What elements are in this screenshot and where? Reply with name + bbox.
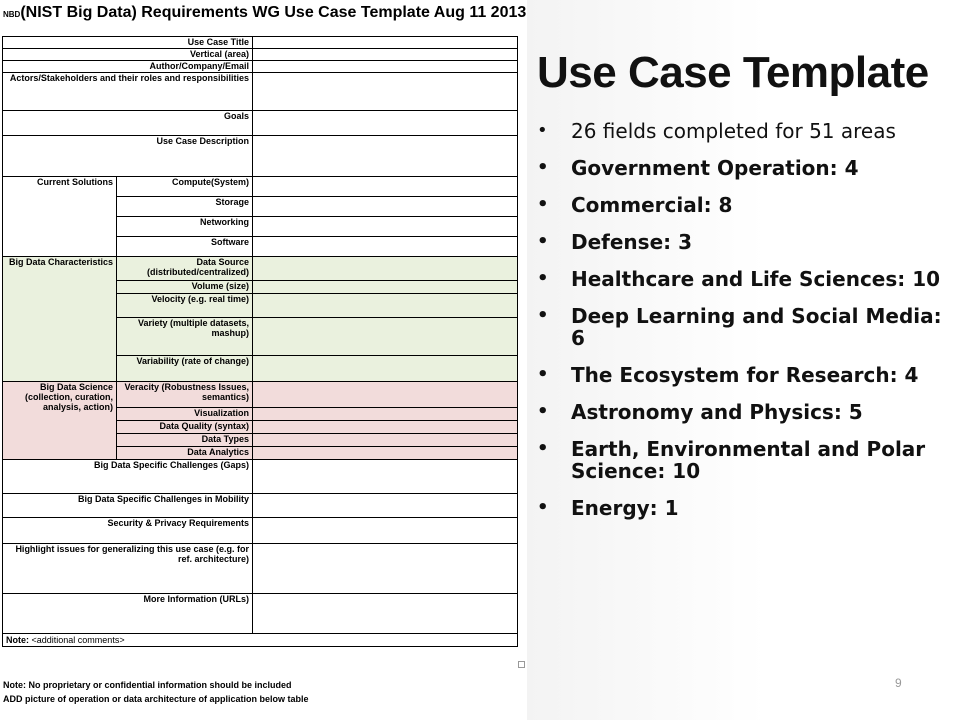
slide-content-panel xyxy=(527,0,960,720)
value-variety[interactable] xyxy=(253,318,518,356)
bullet-text: Healthcare and Life Sciences: 10 xyxy=(571,267,941,291)
note-value[interactable]: <additional comments> xyxy=(31,635,125,645)
field-more-info: More Information (URLs) xyxy=(3,594,253,634)
bullet-text: Deep Learning and Social Media: 6 xyxy=(571,304,942,350)
title-text: (NIST Big Data) Requirements WG Use Case Template Aug 11 2013 xyxy=(20,4,527,21)
value-description[interactable] xyxy=(253,136,518,177)
bullet-item xyxy=(537,157,947,179)
value-volume[interactable] xyxy=(253,281,518,294)
slide-title: Use Case Template xyxy=(537,48,929,97)
field-security: Security & Privacy Requirements xyxy=(3,518,253,544)
field-data-analytics: Data Analytics xyxy=(117,447,253,460)
field-current-solutions: Current Solutions xyxy=(3,177,117,257)
field-networking: Networking xyxy=(117,217,253,237)
bullet-text: 26 fields completed for 51 areas xyxy=(571,119,896,143)
note-label: Note: xyxy=(6,635,29,645)
bullet-dot-icon: • xyxy=(537,268,549,289)
value-networking[interactable] xyxy=(253,217,518,237)
value-compute[interactable] xyxy=(253,177,518,197)
bullet-dot-icon: • xyxy=(537,497,549,518)
title-prefix: NBD xyxy=(3,10,21,19)
bullet-dot-icon: • xyxy=(537,157,549,178)
bullet-item xyxy=(537,364,947,386)
field-description: Use Case Description xyxy=(3,136,253,177)
field-veracity: Veracity (Robustness Issues, semantics) xyxy=(117,382,253,408)
field-goals: Goals xyxy=(3,111,253,136)
field-data-source: Data Source (distributed/centralized) xyxy=(117,257,253,281)
bullet-dot-icon: • xyxy=(537,438,549,459)
value-author[interactable] xyxy=(253,61,518,73)
resize-handle[interactable] xyxy=(518,661,525,668)
value-use-case-title[interactable] xyxy=(253,37,518,49)
bullet-item xyxy=(537,268,947,290)
bullet-item xyxy=(537,305,947,349)
value-highlight[interactable] xyxy=(253,544,518,594)
field-storage: Storage xyxy=(117,197,253,217)
bullet-item xyxy=(537,497,947,519)
bullet-dot-icon: • xyxy=(537,305,549,326)
field-bd-characteristics: Big Data Characteristics xyxy=(3,257,117,382)
field-variety: Variety (multiple datasets, mashup) xyxy=(117,318,253,356)
bullet-text: Energy: 1 xyxy=(571,496,679,520)
value-security[interactable] xyxy=(253,518,518,544)
field-vertical: Vertical (area) xyxy=(3,49,253,61)
bullet-dot-icon: • xyxy=(537,120,548,141)
field-variability: Variability (rate of change) xyxy=(117,356,253,382)
field-visualization: Visualization xyxy=(117,408,253,421)
bullet-item xyxy=(537,120,947,142)
bullet-item xyxy=(537,438,947,482)
field-software: Software xyxy=(117,237,253,257)
value-data-quality[interactable] xyxy=(253,421,518,434)
field-highlight: Highlight issues for generalizing this use case (e.g. for ref. architecture) xyxy=(3,544,253,594)
footer-note-line-2: ADD picture of operation or data architecture of application below table xyxy=(3,694,309,704)
value-data-source[interactable] xyxy=(253,257,518,281)
note-row xyxy=(3,634,518,647)
use-case-table xyxy=(2,36,518,647)
value-storage[interactable] xyxy=(253,197,518,217)
field-volume: Volume (size) xyxy=(117,281,253,294)
bullet-dot-icon: • xyxy=(537,401,549,422)
bullet-text: Earth, Environmental and Polar Science: 10 xyxy=(571,437,926,483)
bullet-item xyxy=(537,194,947,216)
bullet-dot-icon: • xyxy=(537,231,549,252)
value-software[interactable] xyxy=(253,237,518,257)
value-veracity[interactable] xyxy=(253,382,518,408)
bullet-list xyxy=(537,120,947,534)
value-more-info[interactable] xyxy=(253,594,518,634)
page-number: 9 xyxy=(895,676,902,690)
value-visualization[interactable] xyxy=(253,408,518,421)
value-goals[interactable] xyxy=(253,111,518,136)
bullet-text: Astronomy and Physics: 5 xyxy=(571,400,863,424)
document-title xyxy=(3,4,526,22)
field-bd-science: Big Data Science (collection, curation, analysis, action) xyxy=(3,382,117,460)
bullet-dot-icon: • xyxy=(537,194,549,215)
bullet-text: Commercial: 8 xyxy=(571,193,733,217)
value-actors[interactable] xyxy=(253,73,518,111)
field-data-quality: Data Quality (syntax) xyxy=(117,421,253,434)
field-data-types: Data Types xyxy=(117,434,253,447)
value-data-types[interactable] xyxy=(253,434,518,447)
value-variability[interactable] xyxy=(253,356,518,382)
field-actors: Actors/Stakeholders and their roles and responsibilities xyxy=(3,73,253,111)
value-velocity[interactable] xyxy=(253,294,518,318)
value-data-analytics[interactable] xyxy=(253,447,518,460)
bullet-text: Defense: 3 xyxy=(571,230,693,254)
field-velocity: Velocity (e.g. real time) xyxy=(117,294,253,318)
bullet-item xyxy=(537,231,947,253)
bullet-text: Government Operation: 4 xyxy=(571,156,859,180)
document-footer-note xyxy=(3,678,309,706)
value-vertical[interactable] xyxy=(253,49,518,61)
bullet-dot-icon: • xyxy=(537,364,549,385)
field-mobility: Big Data Specific Challenges in Mobility xyxy=(3,494,253,518)
value-challenges[interactable] xyxy=(253,460,518,494)
bullet-item xyxy=(537,401,947,423)
field-use-case-title: Use Case Title xyxy=(3,37,253,49)
footer-note-line-1: Note: No proprietary or confidential information should be included xyxy=(3,680,292,690)
field-challenges: Big Data Specific Challenges (Gaps) xyxy=(3,460,253,494)
field-author: Author/Company/Email xyxy=(3,61,253,73)
field-compute: Compute(System) xyxy=(117,177,253,197)
value-mobility[interactable] xyxy=(253,494,518,518)
bullet-text: The Ecosystem for Research: 4 xyxy=(571,363,919,387)
